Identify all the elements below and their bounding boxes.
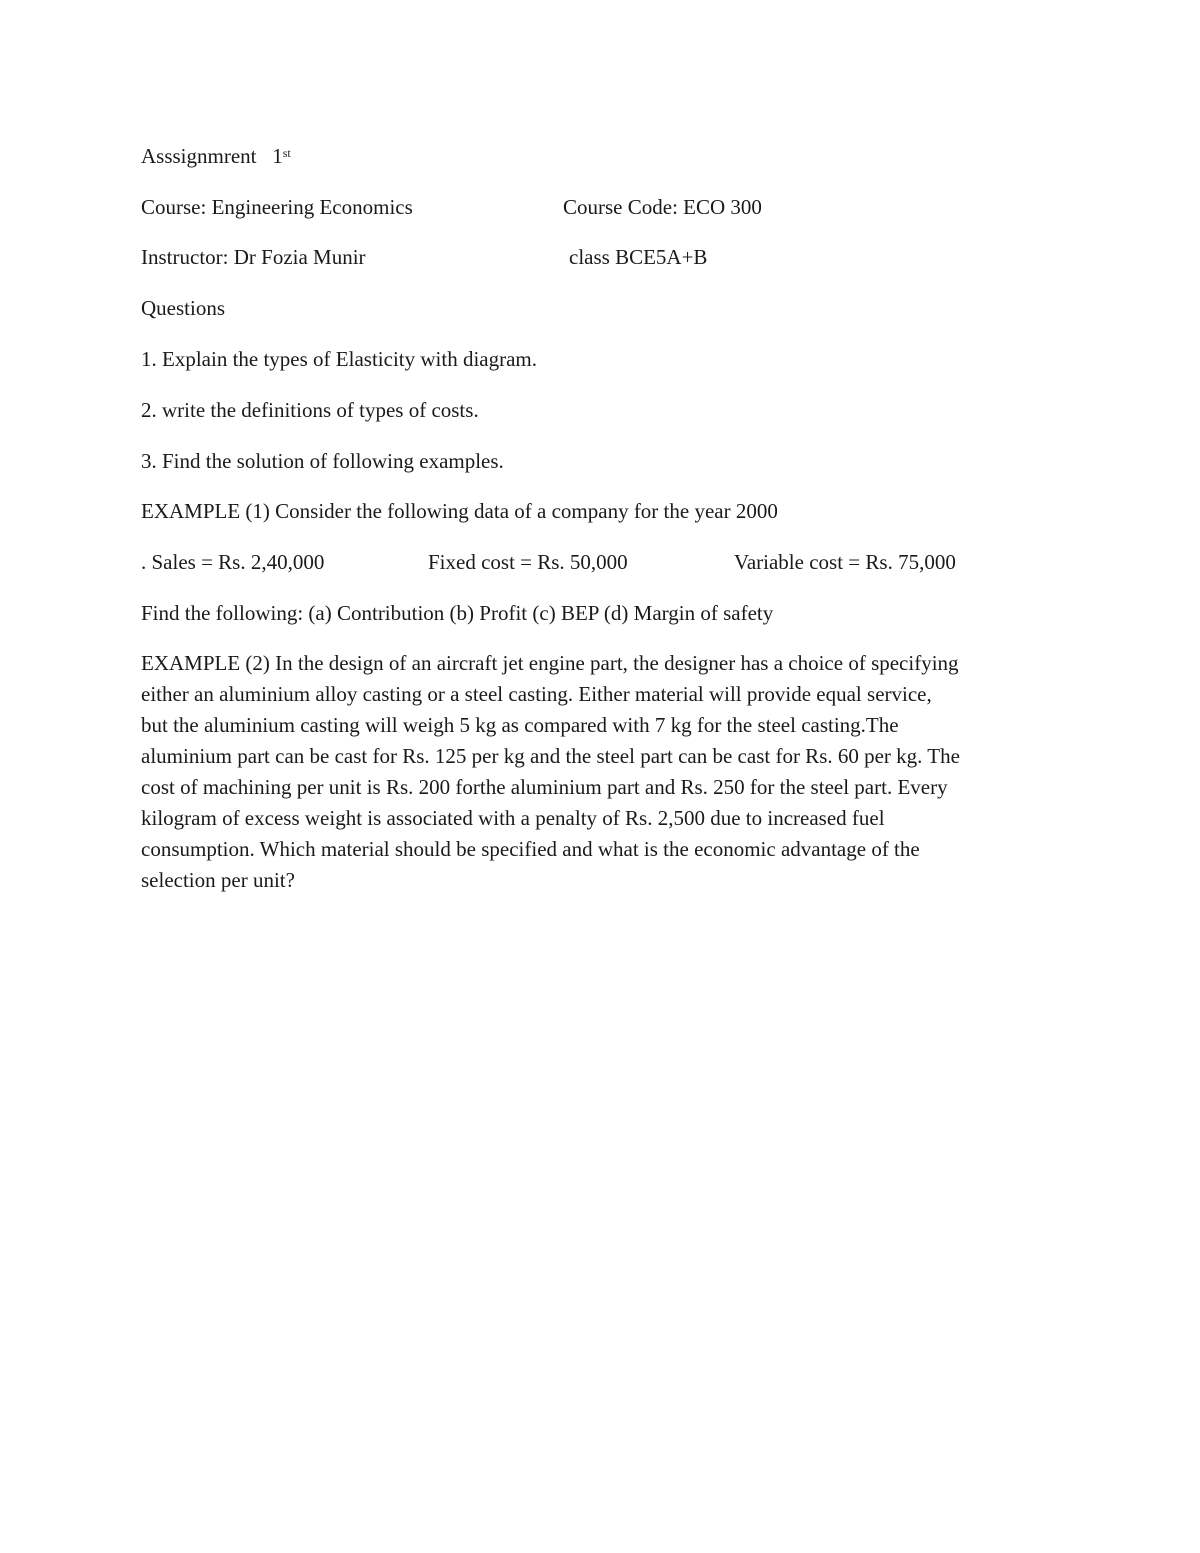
example-2-line: either an aluminium alloy casting or a steel casting. Either material will provide equal service, [141,682,932,706]
title-text: Asssignmrent [141,144,257,168]
assignment-title [141,143,291,169]
example-1-variable-cost: Variable cost = Rs. 75,000 [734,550,956,574]
example-2-paragraph [141,648,1081,896]
example-2-line: consumption. Which material should be specified and what is the economic advantage of the [141,837,920,861]
example-2-line: cost of machining per unit is Rs. 200 forthe aluminium part and Rs. 250 for the steel part. Every [141,775,948,799]
question-3: 3. Find the solution of following examples. [141,449,504,473]
example-1-find: Find the following: (a) Contribution (b) Profit (c) BEP (d) Margin of safety [141,601,774,625]
example-2-line: aluminium part can be cast for Rs. 125 per kg and the steel part can be cast for Rs. 60 per kg. The [141,744,960,768]
example-1-sales: . Sales = Rs. 2,40,000 [141,550,325,574]
example-1-fixed-cost: Fixed cost = Rs. 50,000 [428,550,628,574]
course-name: Course: Engineering Economics [141,195,413,219]
number-suffix: st [282,146,291,160]
question-2: 2. write the definitions of types of costs. [141,398,479,422]
question-1: 1. Explain the types of Elasticity with diagram. [141,347,537,371]
instructor-name: Instructor: Dr Fozia Munir [141,245,366,269]
example-2-line: but the aluminium casting will weigh 5 kg as compared with 7 kg for the steel casting.The [141,713,899,737]
example-2-line: kilogram of excess weight is associated with a penalty of Rs. 2,500 due to increased fuel [141,806,885,830]
course-code: Course Code: ECO 300 [563,195,762,219]
assignment-number: 1 [272,144,283,168]
example-2-line: selection per unit? [141,868,295,892]
questions-heading: Questions [141,296,225,320]
example-1-intro: EXAMPLE (1) Consider the following data of a company for the year 2000 [141,499,778,523]
class-name: class BCE5A+B [569,245,708,269]
example-2-line: EXAMPLE (2) In the design of an aircraft jet engine part, the designer has a choice of specifying [141,651,959,675]
